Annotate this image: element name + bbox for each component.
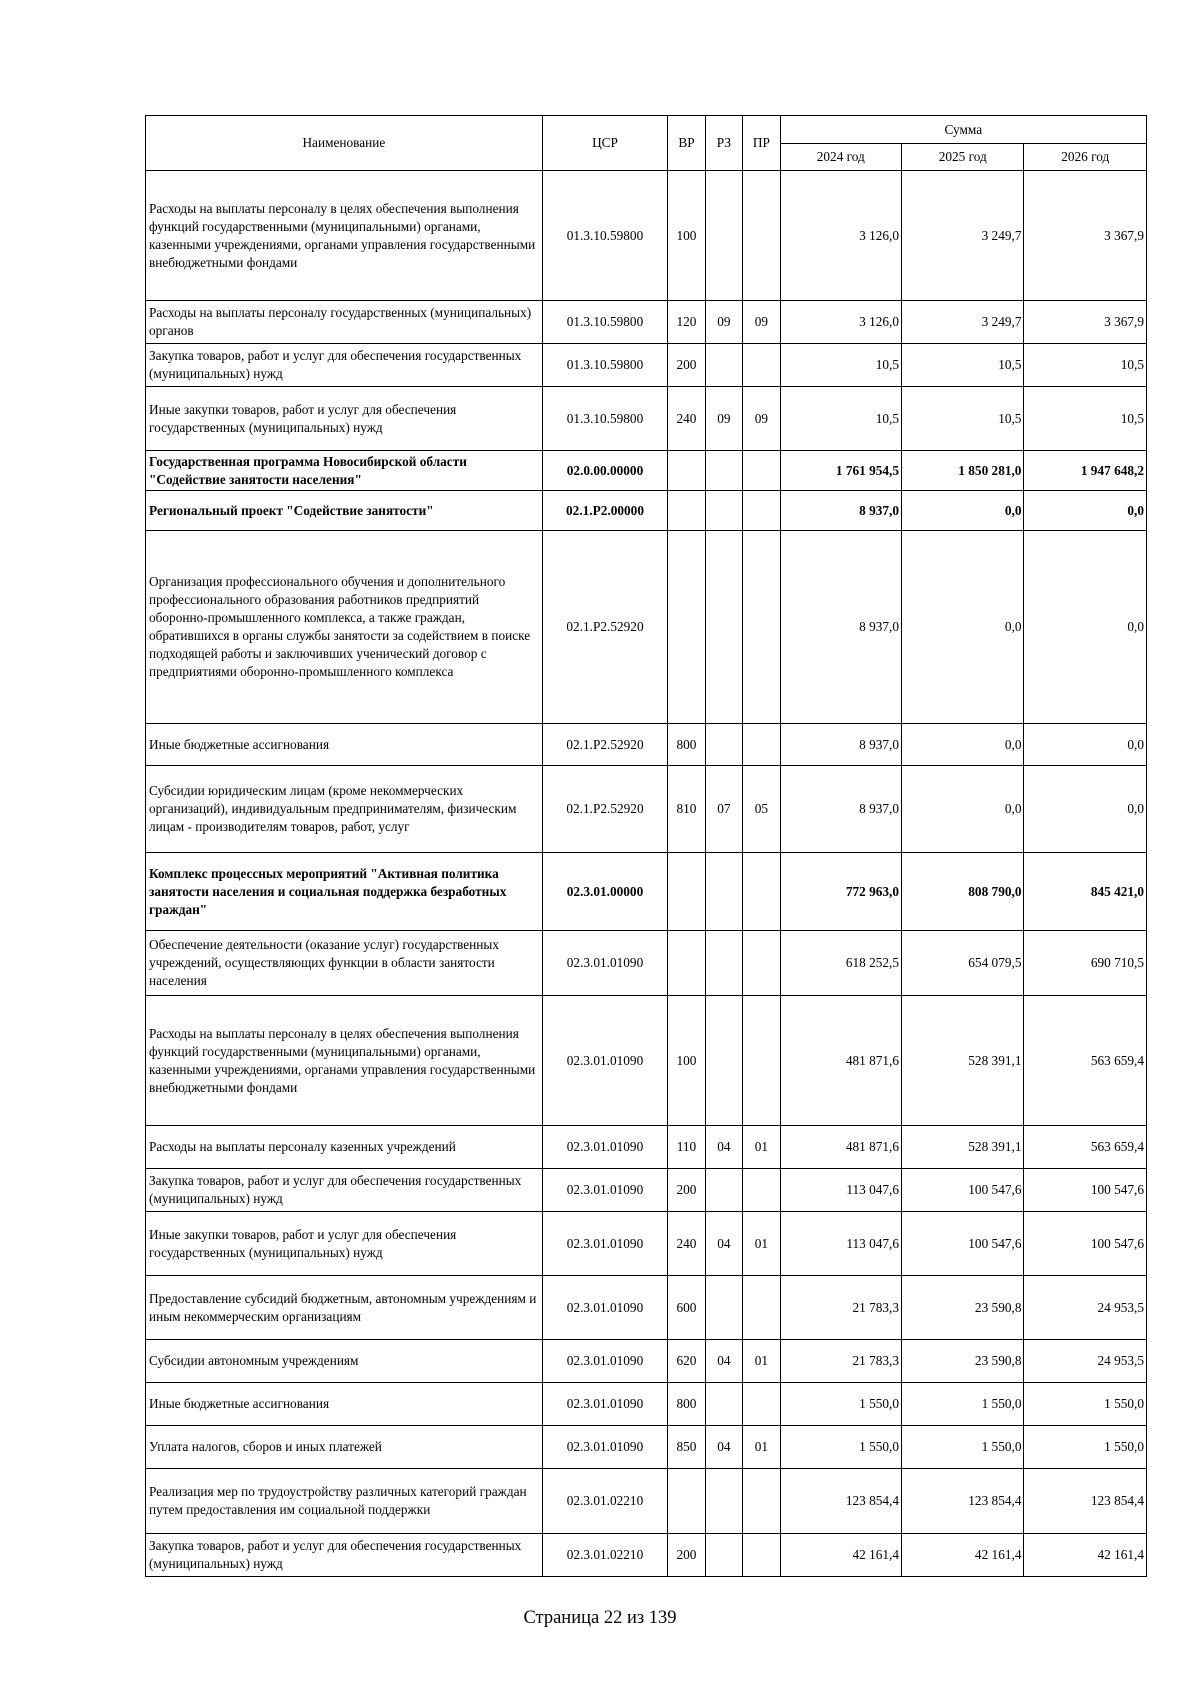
cell-2024: 618 252,5: [780, 931, 901, 996]
cell-2026: 563 659,4: [1024, 996, 1147, 1126]
cell-2026: 690 710,5: [1024, 931, 1147, 996]
cell-pr: [743, 531, 780, 724]
table-row: [146, 301, 1147, 344]
cell-name: Реализация мер по трудоустройству различных категорий граждан путем предоставления им социальной поддержки: [146, 1469, 543, 1534]
cell-name: Иные бюджетные ассигнования: [146, 1383, 543, 1426]
cell-2024: 21 783,3: [780, 1276, 901, 1340]
cell-csr: 02.3.01.01090: [542, 1276, 668, 1340]
cell-2026: 100 547,6: [1024, 1169, 1147, 1212]
cell-rz: [705, 724, 742, 766]
cell-pr: [743, 1276, 780, 1340]
header-csr: ЦСР: [542, 116, 668, 171]
table-row: [146, 451, 1147, 491]
table-row: [146, 491, 1147, 531]
cell-2025: 100 547,6: [902, 1212, 1024, 1276]
cell-rz: 09: [705, 387, 742, 451]
cell-pr: [743, 1469, 780, 1534]
cell-csr: 02.3.01.02210: [542, 1534, 668, 1577]
cell-pr: 01: [743, 1340, 780, 1383]
cell-2024: 3 126,0: [780, 301, 901, 344]
cell-csr: 02.3.01.00000: [542, 853, 668, 931]
header-rz: РЗ: [705, 116, 742, 171]
cell-rz: [705, 931, 742, 996]
header-vr: ВР: [668, 116, 705, 171]
cell-2025: 23 590,8: [902, 1340, 1024, 1383]
cell-2024: 113 047,6: [780, 1212, 901, 1276]
table-row: [146, 387, 1147, 451]
cell-2024: 1 550,0: [780, 1383, 901, 1426]
cell-csr: 02.1.Р2.52920: [542, 724, 668, 766]
cell-vr: 240: [668, 387, 705, 451]
cell-rz: 04: [705, 1212, 742, 1276]
cell-rz: [705, 451, 742, 491]
cell-csr: 02.3.01.01090: [542, 996, 668, 1126]
cell-rz: 07: [705, 766, 742, 853]
cell-csr: 02.3.01.01090: [542, 1169, 668, 1212]
cell-vr: [668, 931, 705, 996]
cell-2026: 3 367,9: [1024, 301, 1147, 344]
cell-pr: [743, 1169, 780, 1212]
cell-vr: 100: [668, 996, 705, 1126]
cell-pr: [743, 996, 780, 1126]
cell-2026: 0,0: [1024, 491, 1147, 531]
cell-csr: 02.1.Р2.52920: [542, 766, 668, 853]
table-row: [146, 996, 1147, 1126]
table-row: [146, 344, 1147, 387]
cell-csr: 02.3.01.01090: [542, 1383, 668, 1426]
table-row: [146, 1126, 1147, 1169]
cell-csr: 01.3.10.59800: [542, 387, 668, 451]
cell-2024: 113 047,6: [780, 1169, 901, 1212]
cell-rz: [705, 1469, 742, 1534]
cell-pr: 09: [743, 387, 780, 451]
cell-pr: 01: [743, 1426, 780, 1469]
table-row: [146, 1469, 1147, 1534]
cell-vr: 810: [668, 766, 705, 853]
cell-rz: 09: [705, 301, 742, 344]
cell-name: Иные закупки товаров, работ и услуг для обеспечения государственных (муниципальных) нужд: [146, 387, 543, 451]
table-row: [146, 531, 1147, 724]
cell-2025: 123 854,4: [902, 1469, 1024, 1534]
cell-vr: 110: [668, 1126, 705, 1169]
cell-2026: 845 421,0: [1024, 853, 1147, 931]
cell-name: Расходы на выплаты персоналу казенных учреждений: [146, 1126, 543, 1169]
table-row: [146, 1426, 1147, 1469]
cell-vr: 600: [668, 1276, 705, 1340]
header-2025: 2025 год: [902, 144, 1024, 171]
cell-csr: 02.1.Р2.52920: [542, 531, 668, 724]
cell-2025: 1 850 281,0: [902, 451, 1024, 491]
cell-name: Предоставление субсидий бюджетным, автономным учреждениям и иным некоммерческим организациям: [146, 1276, 543, 1340]
cell-name: Закупка товаров, работ и услуг для обеспечения государственных (муниципальных) нужд: [146, 1534, 543, 1577]
cell-2026: 10,5: [1024, 387, 1147, 451]
cell-rz: [705, 171, 742, 301]
table-row: [146, 1534, 1147, 1577]
cell-2026: 0,0: [1024, 766, 1147, 853]
cell-rz: [705, 491, 742, 531]
cell-name: Закупка товаров, работ и услуг для обеспечения государственных (муниципальных) нужд: [146, 1169, 543, 1212]
cell-pr: [743, 344, 780, 387]
cell-vr: [668, 853, 705, 931]
cell-pr: 09: [743, 301, 780, 344]
cell-vr: 800: [668, 724, 705, 766]
cell-2025: 0,0: [902, 766, 1024, 853]
cell-2026: 100 547,6: [1024, 1212, 1147, 1276]
cell-2025: 42 161,4: [902, 1534, 1024, 1577]
cell-2025: 3 249,7: [902, 171, 1024, 301]
cell-2024: 481 871,6: [780, 996, 901, 1126]
cell-name: Организация профессионального обучения и дополнительного профессионального образования работников предприятий оборонно-промышленного комплекса, а также граждан, обратившихся в органы службы занятости за содействием в поиске подходящей работы и заключивших ученический договор с предприятиями оборонно-промышленного комплекса: [146, 531, 543, 724]
cell-2025: 10,5: [902, 344, 1024, 387]
cell-name: Субсидии автономным учреждениям: [146, 1340, 543, 1383]
cell-2025: 0,0: [902, 491, 1024, 531]
cell-rz: [705, 344, 742, 387]
cell-vr: [668, 491, 705, 531]
cell-csr: 02.3.01.01090: [542, 1126, 668, 1169]
cell-2026: 10,5: [1024, 344, 1147, 387]
cell-vr: [668, 531, 705, 724]
budget-table-sheet: [145, 115, 1147, 1577]
cell-vr: [668, 1469, 705, 1534]
table-row: [146, 853, 1147, 931]
cell-name: Уплата налогов, сборов и иных платежей: [146, 1426, 543, 1469]
cell-rz: [705, 1383, 742, 1426]
cell-rz: [705, 996, 742, 1126]
cell-rz: [705, 1276, 742, 1340]
cell-name: Расходы на выплаты персоналу в целях обеспечения выполнения функций государственными (муниципальными) органами, казенными учреждениями, органами управления государственными внебюджетными фондами: [146, 996, 543, 1126]
cell-csr: 02.0.00.00000: [542, 451, 668, 491]
cell-2026: 24 953,5: [1024, 1340, 1147, 1383]
cell-csr: 01.3.10.59800: [542, 344, 668, 387]
cell-2026: 1 550,0: [1024, 1383, 1147, 1426]
cell-name: Иные бюджетные ассигнования: [146, 724, 543, 766]
table-row: [146, 724, 1147, 766]
cell-2026: 1 947 648,2: [1024, 451, 1147, 491]
cell-rz: 04: [705, 1340, 742, 1383]
cell-2025: 654 079,5: [902, 931, 1024, 996]
header-2026: 2026 год: [1024, 144, 1147, 171]
cell-2024: 10,5: [780, 344, 901, 387]
cell-2026: 3 367,9: [1024, 171, 1147, 301]
cell-pr: [743, 724, 780, 766]
cell-vr: 240: [668, 1212, 705, 1276]
cell-pr: [743, 1383, 780, 1426]
cell-vr: [668, 451, 705, 491]
cell-2025: 808 790,0: [902, 853, 1024, 931]
cell-pr: 01: [743, 1126, 780, 1169]
cell-rz: 04: [705, 1426, 742, 1469]
header-sum: Сумма: [780, 116, 1146, 144]
header-name: Наименование: [146, 116, 543, 171]
cell-pr: [743, 491, 780, 531]
header-pr: ПР: [743, 116, 780, 171]
cell-2026: 563 659,4: [1024, 1126, 1147, 1169]
cell-pr: 05: [743, 766, 780, 853]
cell-csr: 02.3.01.01090: [542, 1212, 668, 1276]
cell-name: Расходы на выплаты персоналу государственных (муниципальных) органов: [146, 301, 543, 344]
cell-name: Закупка товаров, работ и услуг для обеспечения государственных (муниципальных) нужд: [146, 344, 543, 387]
cell-2024: 8 937,0: [780, 491, 901, 531]
cell-pr: [743, 1534, 780, 1577]
cell-csr: 02.1.Р2.00000: [542, 491, 668, 531]
cell-2026: 0,0: [1024, 724, 1147, 766]
cell-2024: 8 937,0: [780, 766, 901, 853]
page-number: Страница 22 из 139: [523, 1608, 677, 1628]
cell-2024: 21 783,3: [780, 1340, 901, 1383]
cell-2024: 8 937,0: [780, 724, 901, 766]
cell-vr: 850: [668, 1426, 705, 1469]
cell-vr: 620: [668, 1340, 705, 1383]
cell-2026: 0,0: [1024, 531, 1147, 724]
table-row: [146, 1276, 1147, 1340]
cell-2025: 3 249,7: [902, 301, 1024, 344]
cell-csr: 01.3.10.59800: [542, 301, 668, 344]
cell-rz: [705, 531, 742, 724]
cell-2026: 42 161,4: [1024, 1534, 1147, 1577]
cell-2025: 1 550,0: [902, 1426, 1024, 1469]
cell-2024: 772 963,0: [780, 853, 901, 931]
cell-rz: [705, 1534, 742, 1577]
cell-2024: 123 854,4: [780, 1469, 901, 1534]
cell-2024: 1 761 954,5: [780, 451, 901, 491]
cell-2024: 8 937,0: [780, 531, 901, 724]
cell-2025: 528 391,1: [902, 996, 1024, 1126]
cell-vr: 100: [668, 171, 705, 301]
cell-name: Региональный проект "Содействие занятости": [146, 491, 543, 531]
header-2024: 2024 год: [780, 144, 901, 171]
table-row: [146, 171, 1147, 301]
cell-2026: 1 550,0: [1024, 1426, 1147, 1469]
cell-csr: 02.3.01.01090: [542, 931, 668, 996]
cell-csr: 02.3.01.02210: [542, 1469, 668, 1534]
cell-vr: 800: [668, 1383, 705, 1426]
cell-2025: 1 550,0: [902, 1383, 1024, 1426]
budget-table: [145, 115, 1147, 1577]
cell-2024: 1 550,0: [780, 1426, 901, 1469]
cell-pr: [743, 171, 780, 301]
cell-2025: 0,0: [902, 724, 1024, 766]
cell-2025: 100 547,6: [902, 1169, 1024, 1212]
cell-name: Расходы на выплаты персоналу в целях обеспечения выполнения функций государственными (муниципальными) органами, казенными учреждениями, органами управления государственными внебюджетными фондами: [146, 171, 543, 301]
cell-2026: 123 854,4: [1024, 1469, 1147, 1534]
cell-vr: 200: [668, 344, 705, 387]
cell-name: Государственная программа Новосибирской области "Содействие занятости населения": [146, 451, 543, 491]
cell-2024: 42 161,4: [780, 1534, 901, 1577]
cell-2025: 528 391,1: [902, 1126, 1024, 1169]
cell-pr: [743, 931, 780, 996]
cell-pr: [743, 853, 780, 931]
cell-vr: 120: [668, 301, 705, 344]
cell-2024: 10,5: [780, 387, 901, 451]
cell-rz: 04: [705, 1126, 742, 1169]
cell-csr: 01.3.10.59800: [542, 171, 668, 301]
cell-2024: 481 871,6: [780, 1126, 901, 1169]
cell-name: Обеспечение деятельности (оказание услуг) государственных учреждений, осуществляющих функции в области занятости населения: [146, 931, 543, 996]
cell-2024: 3 126,0: [780, 171, 901, 301]
cell-name: Иные закупки товаров, работ и услуг для обеспечения государственных (муниципальных) нужд: [146, 1212, 543, 1276]
table-row: [146, 1340, 1147, 1383]
cell-2025: 23 590,8: [902, 1276, 1024, 1340]
table-row: [146, 931, 1147, 996]
cell-2026: 24 953,5: [1024, 1276, 1147, 1340]
table-row: [146, 1212, 1147, 1276]
table-row: [146, 1169, 1147, 1212]
table-row: [146, 1383, 1147, 1426]
cell-csr: 02.3.01.01090: [542, 1340, 668, 1383]
cell-pr: 01: [743, 1212, 780, 1276]
cell-2025: 10,5: [902, 387, 1024, 451]
cell-name: Комплекс процессных мероприятий "Активная политика занятости населения и социальная поддержка безработных граждан": [146, 853, 543, 931]
cell-name: Субсидии юридическим лицам (кроме некоммерческих организаций), индивидуальным предпринимателям, физическим лицам - производителям товаров, работ, услуг: [146, 766, 543, 853]
cell-2025: 0,0: [902, 531, 1024, 724]
cell-vr: 200: [668, 1534, 705, 1577]
cell-rz: [705, 853, 742, 931]
table-body: [146, 171, 1147, 1577]
cell-csr: 02.3.01.01090: [542, 1426, 668, 1469]
cell-vr: 200: [668, 1169, 705, 1212]
cell-pr: [743, 451, 780, 491]
table-row: [146, 766, 1147, 853]
cell-rz: [705, 1169, 742, 1212]
